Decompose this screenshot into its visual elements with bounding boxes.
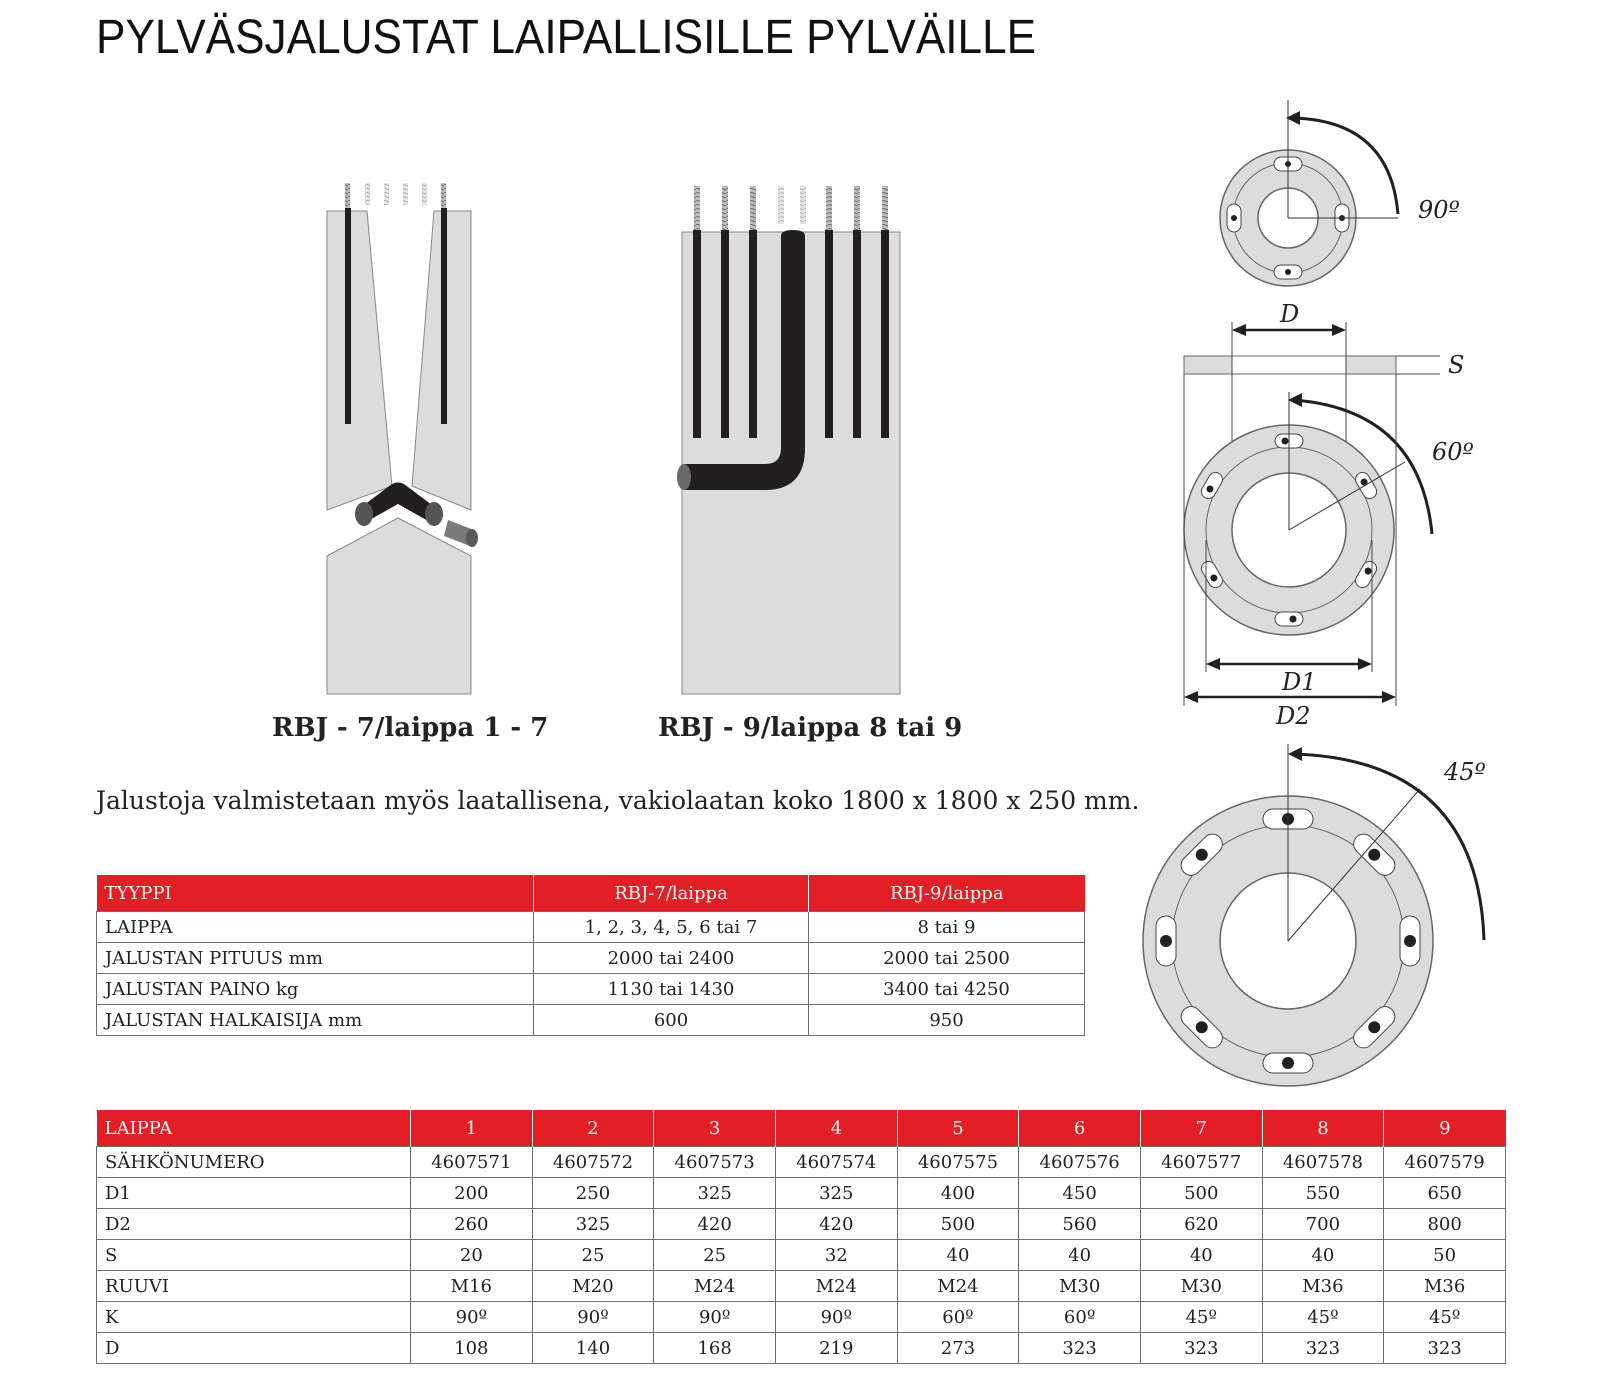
header-cell: RBJ-7/laippa [534,875,809,912]
bolt-thread [441,183,446,211]
table-cell: 500 [897,1209,1019,1240]
table-row [97,974,1085,1005]
anchor-bolt [345,208,351,424]
table-cell: M20 [532,1271,654,1302]
table-cell: 560 [1019,1209,1141,1240]
table-header-row [97,1110,1506,1147]
bolt-thread [854,186,860,234]
header-cell: LAIPPA [97,1110,411,1147]
table-cell: 4607572 [532,1147,654,1178]
table-cell: 950 [809,1005,1085,1036]
table-cell: 40 [897,1240,1019,1271]
label-S: S [1448,351,1465,379]
table-cell: 650 [1384,1178,1506,1209]
bolt-thread [345,183,350,211]
anchor-bolt [693,230,701,438]
table-cell: 20 [411,1240,533,1271]
table-cell: M30 [1019,1271,1141,1302]
table-cell: 40 [1140,1240,1262,1271]
table-cell: 40 [1019,1240,1141,1271]
row-label: JALUSTAN PITUUS mm [97,943,534,974]
table-row [97,912,1085,943]
table-cell: 25 [654,1240,776,1271]
pipe-end [355,502,373,526]
row-label: D2 [97,1209,411,1240]
header-cell: 3 [654,1110,776,1147]
flange-60-drawing [1184,374,1474,730]
table-cell: 273 [897,1333,1019,1364]
row-label: D1 [97,1178,411,1209]
table-cell: 323 [1262,1333,1384,1364]
table-cell: 500 [1140,1178,1262,1209]
table-row [97,1147,1506,1178]
row-label: RUUVI [97,1271,411,1302]
anchor-bolt [825,230,833,438]
table-cell: 219 [775,1333,897,1364]
table-cell: 250 [532,1178,654,1209]
angle-label-90: 90º [1418,196,1460,224]
flange-45-drawing [1143,744,1486,1086]
table-cell: 32 [775,1240,897,1271]
table-cell: 4607574 [775,1147,897,1178]
table-cell: 420 [775,1209,897,1240]
bolt-thread [365,183,370,205]
table-cell: 323 [1384,1333,1506,1364]
header-cell: RBJ-9/laippa [809,875,1085,912]
table-cell: 8 tai 9 [809,912,1085,943]
row-label: LAIPPA [97,912,534,943]
table-cell: M24 [654,1271,776,1302]
table-cell: 325 [775,1178,897,1209]
bolt-thread [422,183,427,205]
row-label: JALUSTAN PAINO kg [97,974,534,1005]
table-cell: 108 [411,1333,533,1364]
table-cell: 45º [1262,1302,1384,1333]
table-cell: 550 [1262,1178,1384,1209]
table-cell: 1, 2, 3, 4, 5, 6 tai 7 [534,912,809,943]
label-D: D [1280,300,1300,328]
row-label: SÄHKÖNUMERO [97,1147,411,1178]
table-cell: 325 [532,1209,654,1240]
header-cell: 2 [532,1110,654,1147]
table-row [97,1240,1506,1271]
bolt-thread [750,186,756,234]
table-cell: 2000 tai 2500 [809,943,1085,974]
bolt-thread [778,186,784,224]
table-cell: 60º [1019,1302,1141,1333]
label-D2: D2 [1276,702,1311,730]
label-D1: D1 [1282,668,1317,696]
table-cell: 4607577 [1140,1147,1262,1178]
anchor-bolt [721,230,729,438]
row-label: D [97,1333,411,1364]
row-label: JALUSTAN HALKAISIJA mm [97,1005,534,1036]
row-label: S [97,1240,411,1271]
table-cell: 45º [1384,1302,1506,1333]
rbj7-drawing [327,183,478,694]
table-cell: 260 [411,1209,533,1240]
table-cell: 620 [1140,1209,1262,1240]
bolt-thread [800,186,806,224]
pipe-end [466,529,478,547]
table-cell: 600 [534,1005,809,1036]
table-cell: 4607576 [1019,1147,1141,1178]
table-cell: M36 [1384,1271,1506,1302]
table-row [97,943,1085,974]
table-cell: 420 [654,1209,776,1240]
table-cell: 4607571 [411,1147,533,1178]
concrete-left-half [327,211,392,510]
header-cell: TYYPPI [97,875,534,912]
table-row [97,1209,1506,1240]
bolt-thread [826,186,832,234]
table-cell: 90º [775,1302,897,1333]
table-cell: M36 [1262,1271,1384,1302]
table-cell: 1130 tai 1430 [534,974,809,1005]
table-cell: 700 [1262,1209,1384,1240]
header-cell: 5 [897,1110,1019,1147]
header-cell: 4 [775,1110,897,1147]
angle-label-45: 45º [1444,758,1486,786]
bolt-thread [403,183,408,205]
table-cell: 40 [1262,1240,1384,1271]
rbj9-drawing [677,186,900,694]
table-cell: 2000 tai 2400 [534,943,809,974]
concrete-base [327,518,471,694]
table-cell: 4607578 [1262,1147,1384,1178]
table-cell: M24 [897,1271,1019,1302]
table-cell: M24 [775,1271,897,1302]
bolt-thread [694,186,700,234]
row-label: K [97,1302,411,1333]
table-cell: 140 [532,1333,654,1364]
table-cell: M30 [1140,1271,1262,1302]
bolt-thread [384,183,389,205]
bolt-thread [722,186,728,234]
header-cell: 1 [411,1110,533,1147]
table-cell: 450 [1019,1178,1141,1209]
flange-90-drawing [1220,100,1460,286]
intro-text: Jalustoja valmistetaan myös laatallisena, vakiolaatan koko 1800 x 1800 x 250 mm. [96,786,1140,815]
table-cell: 4607573 [654,1147,776,1178]
table-cell: 800 [1384,1209,1506,1240]
table-row [97,1271,1506,1302]
table-cell: 90º [411,1302,533,1333]
anchor-bolt [749,230,757,438]
header-cell: 6 [1019,1110,1141,1147]
table-cell: 400 [897,1178,1019,1209]
type-table [96,875,1085,1036]
table-cell: 60º [897,1302,1019,1333]
table-cell: M16 [411,1271,533,1302]
anchor-bolt [441,208,447,424]
table-cell: 323 [1019,1333,1141,1364]
caption-rbj9: RBJ - 9/laippa 8 tai 9 [658,713,963,743]
angle-label-60: 60º [1432,438,1474,466]
table-cell: 4607575 [897,1147,1019,1178]
table-cell: 323 [1140,1333,1262,1364]
table-cell: 25 [532,1240,654,1271]
table-cell: 90º [532,1302,654,1333]
header-cell: 7 [1140,1110,1262,1147]
table-cell: 50 [1384,1240,1506,1271]
header-cell: 9 [1384,1110,1506,1147]
table-cell: 45º [1140,1302,1262,1333]
pipe-end [677,464,691,490]
table-cell: 90º [654,1302,776,1333]
table-cell: 168 [654,1333,776,1364]
anchor-bolt [853,230,861,438]
table-row [97,1005,1085,1036]
pipe-end [425,502,443,526]
table-row [97,1333,1506,1364]
anchor-bolt [881,230,889,438]
table-cell: 4607579 [1384,1147,1506,1178]
table-row [97,1178,1506,1209]
table-header-row [97,875,1085,912]
page-title: PYLVÄSJALUSTAT LAIPALLISILLE PYLVÄILLE [96,11,1037,64]
flange-table [96,1110,1506,1364]
header-cell: 8 [1262,1110,1384,1147]
flange-table-body [97,1147,1506,1364]
table-cell: 325 [654,1178,776,1209]
bolt-thread [882,186,888,234]
table-row [97,1302,1506,1333]
table-cell: 3400 tai 4250 [809,974,1085,1005]
caption-rbj7: RBJ - 7/laippa 1 - 7 [272,713,549,743]
table-cell: 200 [411,1178,533,1209]
